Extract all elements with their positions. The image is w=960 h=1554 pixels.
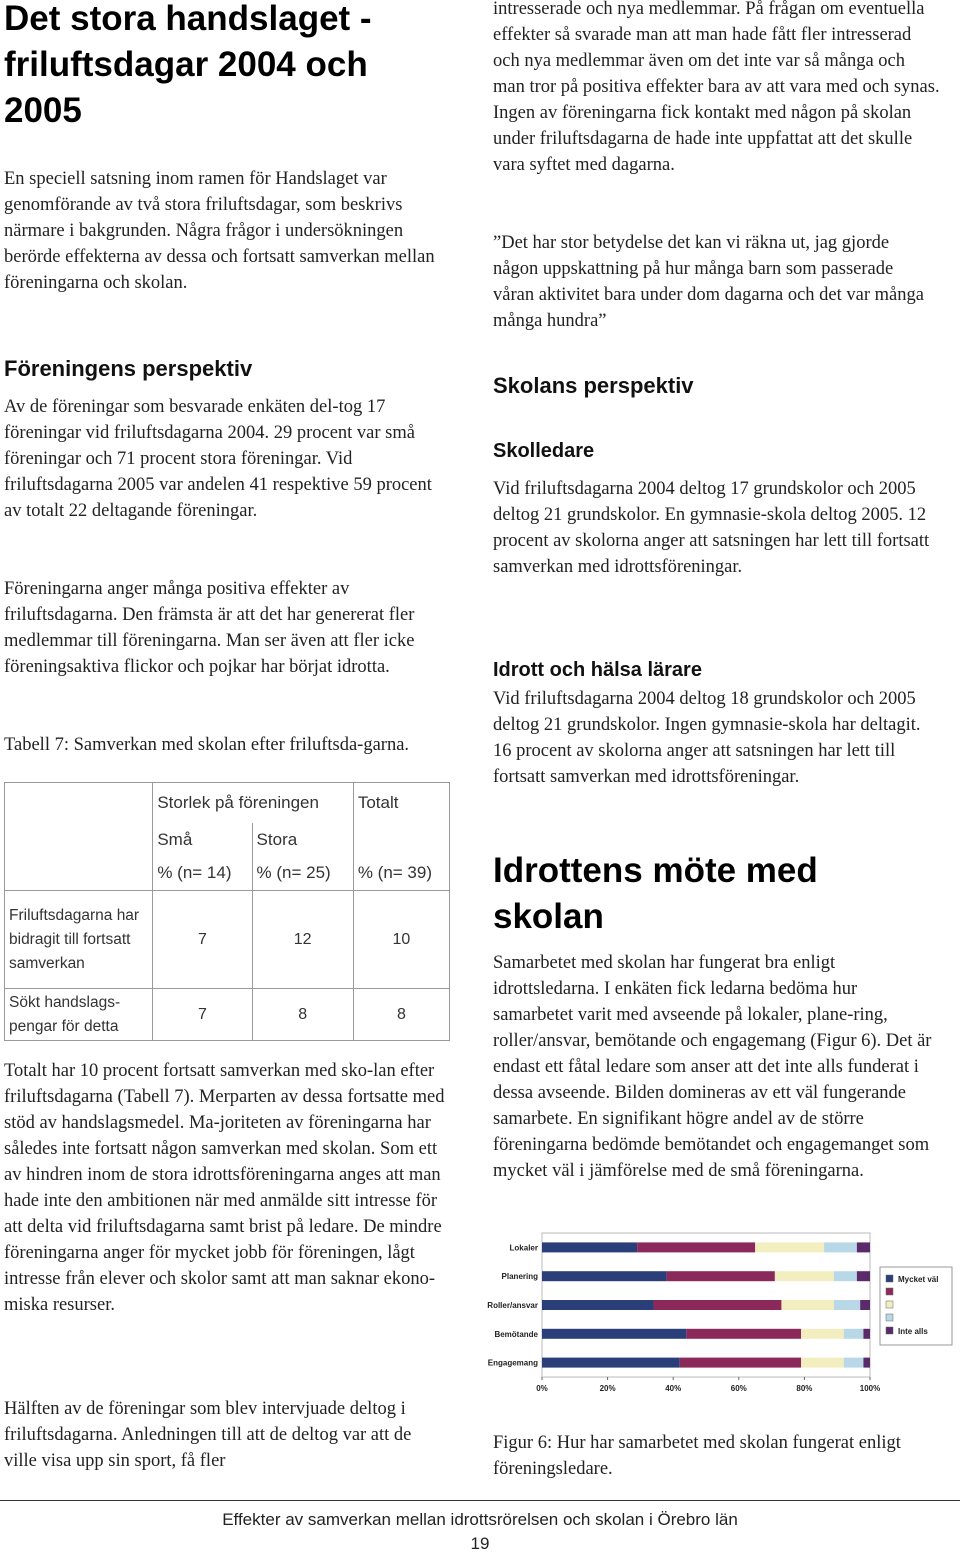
subheading-skolledare: Skolledare xyxy=(493,440,595,462)
bar-segment xyxy=(824,1242,857,1252)
header-stora: Stora xyxy=(252,823,353,857)
x-tick-label: 80% xyxy=(796,1384,813,1393)
header-sma: Små xyxy=(153,823,252,857)
heading-idrottens-mote: Idrottens möte med skolan xyxy=(493,851,818,936)
intro-paragraph: En speciell satsning inom ramen för Handslaget var genomförande av två stora friluftsdagar, som beskrivs närmare i bakgrunden. Några frågor i undersökningen berörde effekterna av dessa och fortsatt samverkan mellan föreningarna och skolan. xyxy=(4,169,435,293)
bar-segment xyxy=(834,1300,860,1310)
bar-segment xyxy=(844,1329,864,1339)
header-n-stora: % (n= 25) xyxy=(252,857,353,891)
x-tick-label: 20% xyxy=(599,1384,616,1393)
legend-swatch xyxy=(886,1275,893,1282)
bar-segment xyxy=(857,1242,870,1252)
paragraph-foreningar-deltog: Av de föreningar som besvarade enkäten del-tog 17 föreningar vid friluftsdagarna 2004. 29 procent var små föreningar och 71 procent stora föreningar. Vid friluftsdagarna 2005 var andelen 41 respektive 59 procent av totalt 22 deltagande föreningar. xyxy=(4,397,432,521)
paragraph-intresserade: intresserade och nya medlemmar. På frågan om eventuella effekter så svarade man att man hade fått fler intresserad och nya medlemmar även om det inte var så många och man tror på positiva effekter bara av att vara med och synas. Ingen av föreningarna fick kontakt med någon på skolan under friluftsdagarna de hade inte uppfattat att det skulle vara syftet med dagarna. xyxy=(493,0,940,175)
bar-segment xyxy=(637,1242,755,1252)
paragraph-skolledare: Vid friluftsdagarna 2004 deltog 17 grundskolor och 2005 deltog 21 grundskolor. En gymnasie-skola deltog 2005. 12 procent av skolorna anger att satsningen har lett till fortsatt samverkan med idrottsföreningar. xyxy=(493,479,930,577)
x-tick-label: 100% xyxy=(859,1384,881,1393)
bar-segment xyxy=(844,1358,864,1368)
row-label: Sökt handslags-pengar för detta xyxy=(5,989,153,1041)
figure-6-chart xyxy=(480,1225,958,1405)
legend-swatch xyxy=(886,1301,893,1308)
table-row xyxy=(5,989,450,1041)
category-label: Engagemang xyxy=(487,1358,538,1368)
category-label: Planering xyxy=(501,1272,538,1282)
bar-segment xyxy=(863,1358,870,1368)
cell-small: 7 xyxy=(153,989,252,1041)
legend-swatch xyxy=(886,1288,893,1295)
bar-segment xyxy=(863,1329,870,1339)
paragraph-positiva-effekter: Föreningarna anger många positiva effekter av friluftsdagarna. Den främsta är att det har genererat fler medlemmar till föreningarna. Man ser även att fler icke föreningsaktiva flickor och pojkar har börjat idrotta. xyxy=(4,579,415,677)
bar-segment xyxy=(857,1271,870,1281)
bar-segment xyxy=(542,1300,654,1310)
category-label: Bemötande xyxy=(494,1329,538,1339)
x-tick-label: 60% xyxy=(730,1384,747,1393)
bar-segment xyxy=(542,1358,680,1368)
bar-segment xyxy=(781,1300,833,1310)
cell-small: 7 xyxy=(153,891,252,989)
bar-segment xyxy=(801,1329,844,1339)
legend-swatch xyxy=(886,1327,893,1334)
table-row xyxy=(5,891,450,989)
legend-label-top: Mycket väl xyxy=(898,1275,939,1284)
bar-segment xyxy=(542,1329,686,1339)
subheading-idrott-halsa: Idrott och hälsa lärare xyxy=(493,659,702,681)
section-heading-foreningens: Föreningens perspektiv xyxy=(4,356,253,381)
bar-segment xyxy=(542,1271,667,1281)
section-heading-skolans: Skolans perspektiv xyxy=(493,373,694,398)
header-storlek: Storlek på föreningen xyxy=(153,783,353,823)
legend-label-bottom: Inte alls xyxy=(898,1327,928,1336)
stacked-bar-chart xyxy=(480,1225,958,1405)
table-samverkan xyxy=(4,782,450,1041)
bar-segment xyxy=(834,1271,857,1281)
row-label: Friluftsdagarna har bidragit till fortsatt samverkan xyxy=(5,891,153,989)
header-n-sma: % (n= 14) xyxy=(153,857,252,891)
header-n-totalt: % (n= 39) xyxy=(353,857,449,891)
bar-segment xyxy=(686,1329,801,1339)
table-caption: Tabell 7: Samverkan med skolan efter friluftsda-garna. xyxy=(4,735,410,755)
cell-large: 12 xyxy=(252,891,353,989)
footer-text: Effekter av samverkan mellan idrottsrörelsen och skolan i Örebro län xyxy=(222,1510,738,1529)
cell-total: 10 xyxy=(353,891,449,989)
footer-rule xyxy=(0,1500,960,1501)
page-number: 19 xyxy=(470,1534,490,1553)
bar-segment xyxy=(775,1271,834,1281)
x-tick-label: 0% xyxy=(536,1384,548,1393)
category-label: Roller/ansvar xyxy=(487,1301,538,1310)
category-label: Lokaler xyxy=(509,1243,538,1253)
bar-segment xyxy=(860,1300,870,1310)
quote: ”Det har stor betydelse det kan vi räkna ut, jag gjorde någon uppskattning på hur många barn som passerade våran aktivitet bara under dom dagarna och det var många många hundra” xyxy=(493,233,924,331)
bar-segment xyxy=(542,1242,637,1252)
cell-total: 8 xyxy=(353,989,449,1041)
bar-segment xyxy=(801,1358,844,1368)
bar-segment xyxy=(654,1300,782,1310)
x-tick-label: 40% xyxy=(665,1384,682,1393)
table-corner xyxy=(5,783,153,891)
legend-swatch xyxy=(886,1314,893,1321)
figure-caption: Figur 6: Hur har samarbetet med skolan fungerat enligt föreningsledare. xyxy=(493,1433,901,1479)
bar-segment xyxy=(755,1242,824,1252)
page-title: Det stora handslaget - friluftsdagar 2004 och 2005 xyxy=(4,0,372,130)
paragraph-idrott-halsa: Vid friluftsdagarna 2004 deltog 18 grundskolor och 2005 deltog 21 grundskolor. Ingen gymnasie-skola har deltagit. 16 procent av skolorna anger att satsningen har lett till fortsatt samverkan med idrottsföreningar. xyxy=(493,689,921,787)
paragraph-samarbetet: Samarbetet med skolan har fungerat bra enligt idrottsledarna. I enkäten fick ledarna bedöma hur samarbetet varit med avseende på lokaler, plane-ring, roller/ansvar, bemötande och engagemang (Figur 6). Det är endast ett fåtal ledare som anser att det inte alls funderat i dessa avseende. Bilden domineras av ett väl fungerande samarbete. En signifikant högre andel av de större föreningarna bedömde bemötandet och engagemanget som mycket väl i jämförelse med de små föreningarna. xyxy=(493,953,932,1181)
paragraph-halften: Hälften av de föreningar som blev intervjuade deltog i friluftsdagarna. Anledningen till att de deltog var att de ville visa upp sin sport, få fler xyxy=(4,1399,412,1471)
paragraph-totalt-samverkan: Totalt har 10 procent fortsatt samverkan med sko-lan efter friluftsdagarna (Tabell 7). Merparten av dessa fortsatte med stöd av handslagsmedel. Ma-joriteten av föreningarna har således inte fortsatt någon samverkan med skolan. Som ett av hindren inom de stora idrottsföreningarna anges att man hade inte den ambitionen när med anmälde sitt intresse för att delta vid friluftsdagarna samt brist på ledare. De mindre föreningarna anger för mycket jobb för föreningen, lågt intresse från elever och skolor samt att man saknar ekono-miska resurser. xyxy=(4,1061,445,1315)
bar-segment xyxy=(667,1271,775,1281)
header-totalt: Totalt xyxy=(353,783,449,823)
cell-large: 8 xyxy=(252,989,353,1041)
bar-segment xyxy=(680,1358,801,1368)
